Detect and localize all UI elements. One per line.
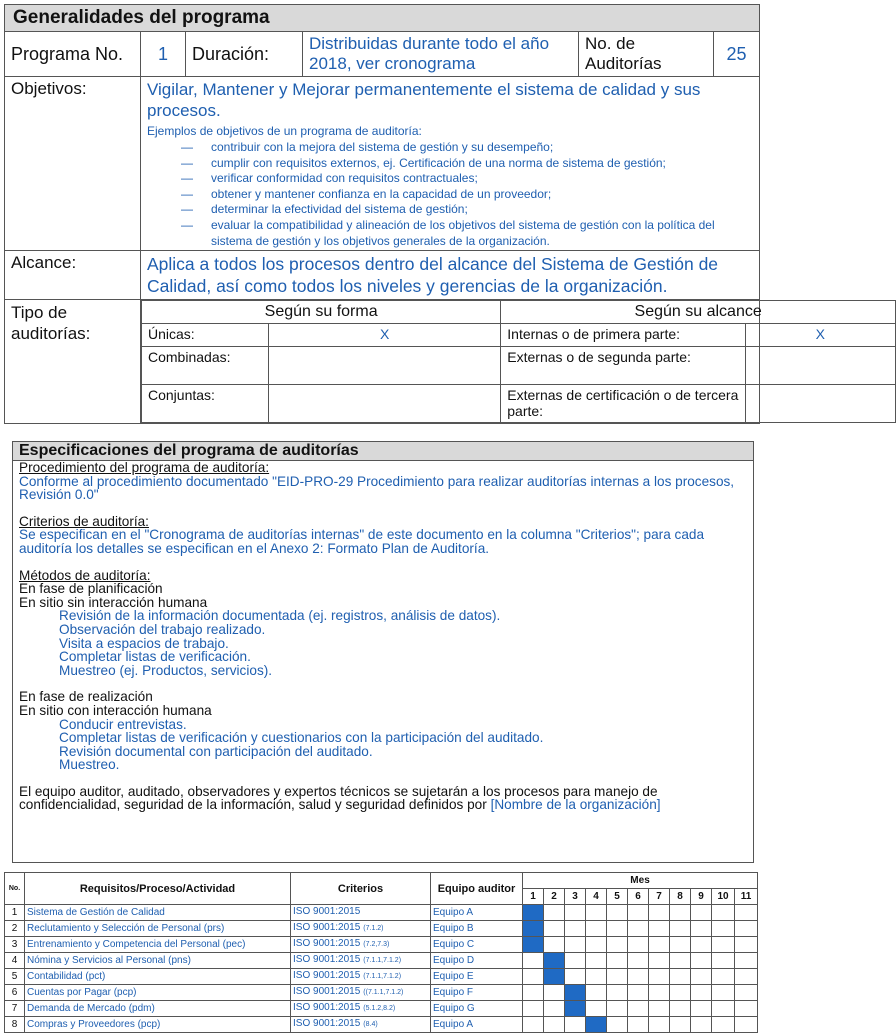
- month-cell: [691, 937, 712, 953]
- month-cell: [691, 953, 712, 969]
- scheduled-month-cell: [523, 937, 544, 953]
- month-cell: [735, 905, 758, 921]
- row-team: Equipo D: [431, 953, 523, 969]
- objetivos-main: Vigilar, Mantener y Mejorar permanentemente el sistema de calidad y sus procesos.: [147, 80, 701, 120]
- month-cell: [523, 969, 544, 985]
- auditorias-label: No. de Auditorías: [579, 32, 714, 77]
- row-criteria: [291, 921, 431, 937]
- month-cell: [649, 969, 670, 985]
- month-header: 1: [523, 889, 544, 905]
- month-cell: [670, 905, 691, 921]
- month-cell: [586, 985, 607, 1001]
- closing-text: [19, 785, 747, 812]
- month-cell: [607, 953, 628, 969]
- row-team: Equipo G: [431, 1001, 523, 1017]
- month-cell: [712, 1001, 735, 1017]
- row-requirement: Entrenamiento y Competencia del Personal (pec): [25, 937, 291, 953]
- row-requirement: Nómina y Servicios al Personal (pns): [25, 953, 291, 969]
- month-cell: [735, 985, 758, 1001]
- table-row: [5, 1017, 758, 1033]
- list-item: — evaluar la compatibilidad y alineación de los objetivos del sistema de gestión con la política del sistema de gestión y los objetivos generales de la organización.: [181, 218, 753, 249]
- objetivos-examples: [147, 140, 753, 249]
- month-cell: [670, 969, 691, 985]
- month-header: 4: [586, 889, 607, 905]
- table-row: [5, 1001, 758, 1017]
- criteria-standard: ISO 9001:2015: [293, 954, 361, 965]
- row-criteria: [291, 969, 431, 985]
- list-item: — determinar la efectividad del sistema de gestión;: [181, 202, 753, 218]
- criteria-standard: ISO 9001:2015: [293, 970, 361, 981]
- row-criteria: [291, 1001, 431, 1017]
- month-cell: [735, 969, 758, 985]
- objetivos-cell: [141, 77, 760, 251]
- alcance-type-mark: [745, 385, 895, 423]
- month-header: 3: [565, 889, 586, 905]
- month-cell: [565, 1017, 586, 1033]
- criteria-clause: (8.4): [363, 1021, 378, 1028]
- list-item: Revisión documental con participación del auditado.: [59, 743, 373, 759]
- month-cell: [649, 905, 670, 921]
- month-cell: [670, 985, 691, 1001]
- crit-heading: Criterios de auditoría:: [19, 513, 149, 529]
- forma-label: Únicas:: [142, 324, 269, 347]
- month-cell: [565, 937, 586, 953]
- scheduled-month-cell: [523, 905, 544, 921]
- month-cell: [586, 921, 607, 937]
- month-cell: [607, 969, 628, 985]
- row-team: Equipo E: [431, 969, 523, 985]
- month-cell: [628, 985, 649, 1001]
- criteria-standard: ISO 9001:2015: [293, 938, 361, 949]
- criteria-standard: ISO 9001:2015: [293, 922, 361, 933]
- month-header: 11: [735, 889, 758, 905]
- col-team-header: Equipo auditor: [431, 873, 523, 905]
- criteria-standard: ISO 9001:2015: [293, 906, 361, 917]
- objetivos-label: Objetivos:: [5, 77, 141, 251]
- month-cell: [607, 1001, 628, 1017]
- month-cell: [607, 905, 628, 921]
- row-criteria: [291, 953, 431, 969]
- row-criteria: [291, 937, 431, 953]
- month-header: 8: [670, 889, 691, 905]
- criteria-clause: (5.1.2,8.2): [363, 1005, 396, 1012]
- forma-mark: X: [269, 324, 501, 347]
- month-cell: [586, 1001, 607, 1017]
- col-req-header: Requisitos/Proceso/Actividad: [25, 873, 291, 905]
- month-cell: [649, 953, 670, 969]
- list-item: Completar listas de verificación y cuestionarios con la participación del auditado.: [59, 730, 544, 746]
- table-row: [5, 937, 758, 953]
- col-crit-header: Criterios: [291, 873, 431, 905]
- month-cell: [649, 1017, 670, 1033]
- scheduled-month-cell: [544, 953, 565, 969]
- general-header: Generalidades del programa: [5, 5, 760, 32]
- proc-text: Conforme al procedimiento documentado "EID-PRO-29 Procedimiento para realizar auditorías internas a los procesos, Revisión 0.0": [19, 473, 735, 503]
- month-cell: [628, 905, 649, 921]
- met-heading: Métodos de auditoría:: [19, 567, 151, 583]
- list-item: Muestreo (ej. Productos, servicios).: [59, 662, 273, 678]
- month-cell: [712, 921, 735, 937]
- alcance-value: Aplica a todos los procesos dentro del alcance del Sistema de Gestión de Calidad, así como todos los niveles y gerencias de la organización.: [141, 251, 760, 300]
- row-team: Equipo F: [431, 985, 523, 1001]
- list-item: Revisión de la información documentada (ej. registros, análisis de datos).: [59, 608, 501, 624]
- month-cell: [691, 905, 712, 921]
- month-cell: [607, 921, 628, 937]
- crit-text: Se especifican en el "Cronograma de auditorías internas" de este documento en la columna "Criterios"; para cada auditoría los detalles se especifican en el Anexo 2: Formato Plan de Auditoría.: [19, 527, 705, 556]
- scheduled-month-cell: [565, 985, 586, 1001]
- row-number: 3: [5, 937, 25, 953]
- tipo-cell: [141, 300, 825, 424]
- row-requirement: Compras y Proveedores (pcp): [25, 1017, 291, 1033]
- month-cell: [628, 1017, 649, 1033]
- row-requirement: Contabilidad (pct): [25, 969, 291, 985]
- alcance-type-label: Externas de certificación o de tercera parte:: [501, 385, 745, 423]
- month-cell: [523, 1001, 544, 1017]
- month-cell: [649, 985, 670, 1001]
- schedule-table: [4, 872, 758, 1033]
- row-team: Equipo C: [431, 937, 523, 953]
- table-row: [5, 985, 758, 1001]
- row-team: Equipo A: [431, 1017, 523, 1033]
- month-cell: [670, 921, 691, 937]
- forma-label: Conjuntas:: [142, 385, 269, 423]
- month-header: 7: [649, 889, 670, 905]
- month-cell: [670, 1017, 691, 1033]
- scheduled-month-cell: [586, 1017, 607, 1033]
- row-criteria: [291, 985, 431, 1001]
- duracion-label: Duración:: [186, 32, 303, 77]
- duracion-value: Distribuidas durante todo el año 2018, ver cronograma: [303, 32, 579, 77]
- month-header: 10: [712, 889, 735, 905]
- alcance-label: Alcance:: [5, 251, 141, 300]
- criteria-clause: (7.1.1,7.1.2): [363, 973, 402, 980]
- row-criteria: [291, 905, 431, 921]
- real-site: En sitio con interacción humana: [19, 702, 212, 718]
- row-requirement: Reclutamiento y Selección de Personal (prs): [25, 921, 291, 937]
- month-cell: [691, 1017, 712, 1033]
- month-cell: [544, 921, 565, 937]
- list-item: Muestreo.: [59, 757, 120, 773]
- schedule-section: [4, 872, 756, 1033]
- row-number: 5: [5, 969, 25, 985]
- programa-value: 1: [141, 32, 186, 77]
- list-item: Conducir entrevistas.: [59, 716, 187, 732]
- row-number: 2: [5, 921, 25, 937]
- month-cell: [712, 985, 735, 1001]
- month-cell: [649, 921, 670, 937]
- programa-label: Programa No.: [5, 32, 141, 77]
- forma-label: Combinadas:: [142, 347, 269, 385]
- month-cell: [628, 953, 649, 969]
- row-requirement: Sistema de Gestión de Calidad: [25, 905, 291, 921]
- month-cell: [735, 1017, 758, 1033]
- list-item: — contribuir con la mejora del sistema de gestión y su desempeño;: [181, 140, 753, 156]
- row-criteria: [291, 1017, 431, 1033]
- criteria-clause: ((7.1.1,7.1.2): [363, 989, 404, 996]
- month-cell: [565, 969, 586, 985]
- real-phase: En fase de realización: [19, 689, 153, 705]
- month-header: 6: [628, 889, 649, 905]
- month-cell: [544, 937, 565, 953]
- col-no-header: No.: [5, 873, 25, 905]
- list-item: — verificar conformidad con requisitos contractuales;: [181, 171, 753, 187]
- table-row: [5, 953, 758, 969]
- row-team: Equipo A: [431, 905, 523, 921]
- scheduled-month-cell: [523, 921, 544, 937]
- month-cell: [565, 921, 586, 937]
- month-cell: [628, 969, 649, 985]
- specs-title: Especificaciones del programa de auditorías: [13, 442, 753, 461]
- month-cell: [649, 1001, 670, 1017]
- month-cell: [586, 969, 607, 985]
- row-number: 1: [5, 905, 25, 921]
- list-item: Visita a espacios de trabajo.: [59, 635, 229, 651]
- criteria-clause: (7.1.1,7.1.2): [363, 957, 402, 964]
- month-cell: [523, 953, 544, 969]
- forma-header: Según su forma: [142, 301, 501, 324]
- month-cell: [649, 937, 670, 953]
- closing-org: [Nombre de la organización]: [490, 797, 661, 813]
- table-row: [5, 921, 758, 937]
- row-number: 4: [5, 953, 25, 969]
- month-cell: [586, 937, 607, 953]
- plan-phase: En fase de planificación: [19, 581, 163, 597]
- month-cell: [735, 921, 758, 937]
- month-cell: [670, 1001, 691, 1017]
- alcance-type-label: Externas o de segunda parte:: [501, 347, 745, 385]
- row-requirement: Demanda de Mercado (pdm): [25, 1001, 291, 1017]
- row-number: 8: [5, 1017, 25, 1033]
- month-cell: [670, 953, 691, 969]
- month-cell: [586, 953, 607, 969]
- alcance-header: Según su alcance: [501, 301, 896, 324]
- alcance-type-mark: [745, 347, 895, 385]
- month-cell: [735, 953, 758, 969]
- row-requirement: Cuentas por Pagar (pcp): [25, 985, 291, 1001]
- tipo-label: Tipo de auditorías:: [5, 300, 141, 424]
- month-cell: [712, 953, 735, 969]
- alcance-type-mark: X: [745, 324, 895, 347]
- month-header: 9: [691, 889, 712, 905]
- month-cell: [712, 905, 735, 921]
- month-cell: [607, 937, 628, 953]
- month-cell: [691, 1001, 712, 1017]
- row-number: 7: [5, 1001, 25, 1017]
- objetivos-intro: Ejemplos de objetivos de un programa de auditoría:: [147, 124, 422, 138]
- criteria-standard: ISO 9001:2015: [293, 986, 361, 997]
- month-header: 2: [544, 889, 565, 905]
- month-header: 5: [607, 889, 628, 905]
- month-cell: [712, 1017, 735, 1033]
- month-cell: [544, 1001, 565, 1017]
- month-cell: [670, 937, 691, 953]
- forma-mark: [269, 347, 501, 385]
- scheduled-month-cell: [544, 969, 565, 985]
- list-item: — obtener y mantener confianza en la capacidad de un proveedor;: [181, 187, 753, 203]
- criteria-clause: (7.2,7.3): [363, 941, 390, 948]
- month-cell: [544, 905, 565, 921]
- alcance-type-label: Internas o de primera parte:: [501, 324, 745, 347]
- month-cell: [544, 1017, 565, 1033]
- row-team: Equipo B: [431, 921, 523, 937]
- forma-mark: [269, 385, 501, 423]
- month-cell: [565, 953, 586, 969]
- criteria-standard: ISO 9001:2015: [293, 1002, 361, 1013]
- month-cell: [735, 937, 758, 953]
- list-item: — cumplir con requisitos externos, ej. Certificación de una norma de sistema de gestión;: [181, 156, 753, 172]
- month-cell: [523, 985, 544, 1001]
- month-cell: [735, 1001, 758, 1017]
- month-cell: [586, 905, 607, 921]
- list-item: Observación del trabajo realizado.: [59, 621, 266, 637]
- row-number: 6: [5, 985, 25, 1001]
- month-cell: [712, 969, 735, 985]
- month-cell: [712, 937, 735, 953]
- scheduled-month-cell: [565, 1001, 586, 1017]
- col-mes-header: Mes: [523, 873, 758, 889]
- table-row: [5, 905, 758, 921]
- month-cell: [691, 985, 712, 1001]
- closing-body: El equipo auditor, auditado, observadores y expertos técnicos se sujetarán a los procesos para manejo de confidencialidad, seguridad de la información, salud y seguridad definidos por: [19, 783, 658, 813]
- general-section: [4, 4, 825, 424]
- month-cell: [628, 1001, 649, 1017]
- month-cell: [691, 921, 712, 937]
- month-cell: [607, 1017, 628, 1033]
- specs-section: [12, 441, 754, 863]
- auditorias-value: 25: [714, 32, 760, 77]
- plan-site: En sitio sin interacción humana: [19, 594, 208, 610]
- criteria-standard: ISO 9001:2015: [293, 1018, 361, 1029]
- month-cell: [544, 985, 565, 1001]
- month-cell: [691, 969, 712, 985]
- month-cell: [628, 937, 649, 953]
- list-item: Completar listas de verificación.: [59, 649, 251, 665]
- month-cell: [607, 985, 628, 1001]
- proc-heading: Procedimiento del programa de auditoría:: [19, 460, 270, 475]
- tipo-table: [141, 300, 896, 423]
- month-cell: [565, 905, 586, 921]
- month-cell: [628, 921, 649, 937]
- month-cell: [523, 1017, 544, 1033]
- criteria-clause: (7.1.2): [363, 925, 384, 932]
- table-row: [5, 969, 758, 985]
